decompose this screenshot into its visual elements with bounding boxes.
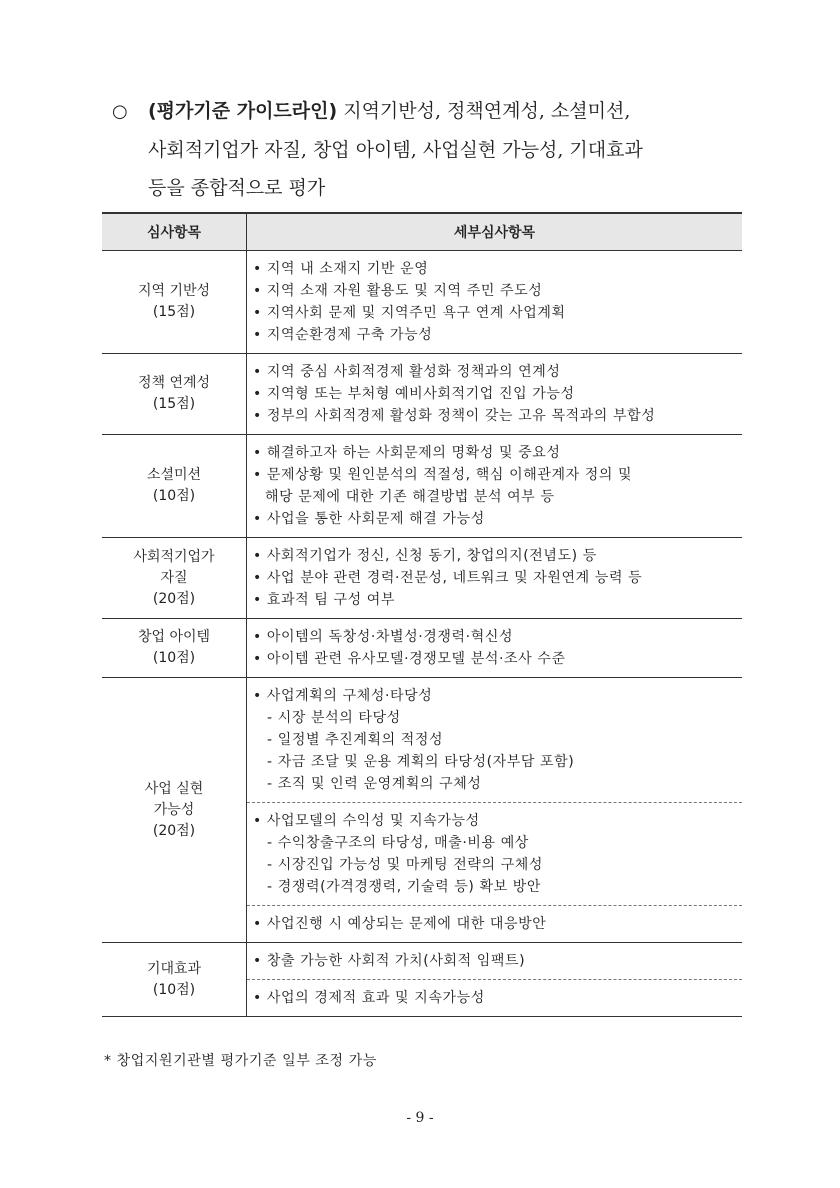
detail-subitem: - 조직 및 인력 운영계획의 구체성 xyxy=(267,776,482,792)
intro-line-2: 사회적기업가 자질, 창업 아이템, 사업실현 가능성, 기대효과 xyxy=(148,139,643,161)
table-header-row xyxy=(102,213,742,251)
category-label: 사회적기업가 xyxy=(133,548,215,565)
category-label: (20점) xyxy=(152,590,196,607)
detail-item: • 지역 소재 자원 활용도 및 지역 주민 주도성 xyxy=(253,283,543,299)
detail-item: • 사업진행 시 예상되는 문제에 대한 대응방안 xyxy=(253,916,547,932)
intro-line-1-text: 지역기반성, 정책연계성, 소셜미션, xyxy=(337,100,631,122)
detail-item: • 지역 중심 사회적경제 활성화 정책과의 연계성 xyxy=(253,364,561,380)
table-body xyxy=(102,251,742,1017)
category-label: 기대효과 xyxy=(146,960,202,977)
detail-cell xyxy=(247,251,743,354)
detail-subitem: - 수익창출구조의 타당성, 매출·비용 예상 xyxy=(267,835,529,851)
detail-cell xyxy=(247,803,743,906)
detail-cell xyxy=(247,678,743,803)
detail-cell xyxy=(247,906,743,943)
category-label: 소셜미션 xyxy=(146,467,202,483)
category-label: (10점) xyxy=(152,488,196,504)
intro-line-3: 등을 종합적으로 평가 xyxy=(148,177,326,199)
detail-item: • 사업 분야 관련 경력·전문성, 네트워크 및 자원연계 능력 등 xyxy=(253,570,643,586)
detail-item: • 지역순환경제 구축 가능성 xyxy=(253,327,433,343)
detail-item: • 창출 가능한 사회적 가치(사회적 임팩트) xyxy=(253,953,526,969)
table-row xyxy=(102,538,742,619)
detail-cell xyxy=(247,943,743,980)
footnote: * 창업지원기관별 평가기준 일부 조정 가능 xyxy=(104,1053,377,1069)
detail-subitem: - 시장 분석의 타당성 xyxy=(267,710,401,726)
page-number: - 9 - xyxy=(406,1110,434,1126)
circle-bullet-icon: ○ xyxy=(112,101,128,122)
evaluation-guideline-intro xyxy=(112,92,762,207)
category-cell xyxy=(102,354,247,435)
category-label: 창업 아이템 xyxy=(137,629,211,645)
category-label: 정책 연계성 xyxy=(137,375,211,391)
detail-subitem: - 시장진입 가능성 및 마케팅 전략의 구체성 xyxy=(267,857,544,873)
detail-item: • 해결하고자 하는 사회문제의 명확성 및 중요성 xyxy=(253,445,561,461)
table-row xyxy=(102,435,742,538)
detail-cell xyxy=(247,538,743,619)
detail-item: • 사업을 통한 사회문제 해결 가능성 xyxy=(253,511,485,527)
detail-item: • 사업계획의 구체성·타당성 xyxy=(253,688,433,704)
detail-item: • 정부의 사회적경제 활성화 정책이 갖는 고유 목적과의 부합성 xyxy=(253,408,656,424)
category-cell xyxy=(102,943,247,1017)
detail-item: • 사회적기업가 정신, 신청 동기, 창업의지(전념도) 등 xyxy=(253,548,597,564)
category-label: (10점) xyxy=(152,981,196,998)
header-category: 심사항목 xyxy=(102,213,247,251)
intro-label: (평가기준 가이드라인) xyxy=(148,100,338,122)
category-cell xyxy=(102,619,247,678)
table-row xyxy=(102,354,742,435)
category-label: (15점) xyxy=(152,304,196,320)
detail-subitem: - 자금 조달 및 운용 계획의 타당성(자부담 포함) xyxy=(267,754,575,770)
detail-item: • 사업의 경제적 효과 및 지속가능성 xyxy=(253,990,485,1006)
detail-cell xyxy=(247,619,743,678)
detail-item: • 아이템 관련 유사모델·경쟁모델 분석·조사 수준 xyxy=(253,651,566,667)
category-label: (15점) xyxy=(152,396,196,412)
detail-item: • 지역형 또는 부처형 예비사회적기업 진입 가능성 xyxy=(253,386,575,402)
category-cell xyxy=(102,678,247,943)
table-row xyxy=(102,678,742,803)
detail-item: • 아이템의 독창성·차별성·경쟁력·혁신성 xyxy=(253,629,514,645)
category-label: (20점) xyxy=(152,822,196,839)
table-row xyxy=(102,619,742,678)
detail-cell xyxy=(247,980,743,1017)
category-cell xyxy=(102,538,247,619)
category-cell xyxy=(102,435,247,538)
detail-item: • 문제상황 및 원인분석의 적절성, 핵심 이해관계자 정의 및 xyxy=(253,467,633,483)
detail-cell xyxy=(247,435,743,538)
category-label: (10점) xyxy=(152,650,196,666)
detail-item: • 사업모델의 수익성 및 지속가능성 xyxy=(253,813,480,829)
detail-item: 해당 문제에 대한 기존 해결방법 분석 여부 등 xyxy=(265,489,555,505)
table-row xyxy=(102,943,742,980)
detail-item: • 효과적 팀 구성 여부 xyxy=(253,592,396,608)
category-cell xyxy=(102,251,247,354)
detail-subitem: - 일정별 추진계획의 적정성 xyxy=(267,732,444,748)
header-details: 세부심사항목 xyxy=(247,213,743,251)
category-label: 가능성 xyxy=(153,801,195,818)
detail-item: • 지역 내 소재지 기반 운영 xyxy=(253,261,429,277)
intro-line-1 xyxy=(112,92,762,131)
detail-item: • 지역사회 문제 및 지역주민 욕구 연계 사업계획 xyxy=(253,305,566,321)
detail-subitem: - 경쟁력(가격경쟁력, 기술력 등) 확보 방안 xyxy=(267,879,542,895)
category-label: 사업 실현 xyxy=(144,780,204,797)
category-label: 지역 기반성 xyxy=(137,283,211,299)
evaluation-criteria-table xyxy=(102,212,742,1017)
detail-cell xyxy=(247,354,743,435)
table-row xyxy=(102,251,742,354)
category-label: 자질 xyxy=(160,569,188,586)
